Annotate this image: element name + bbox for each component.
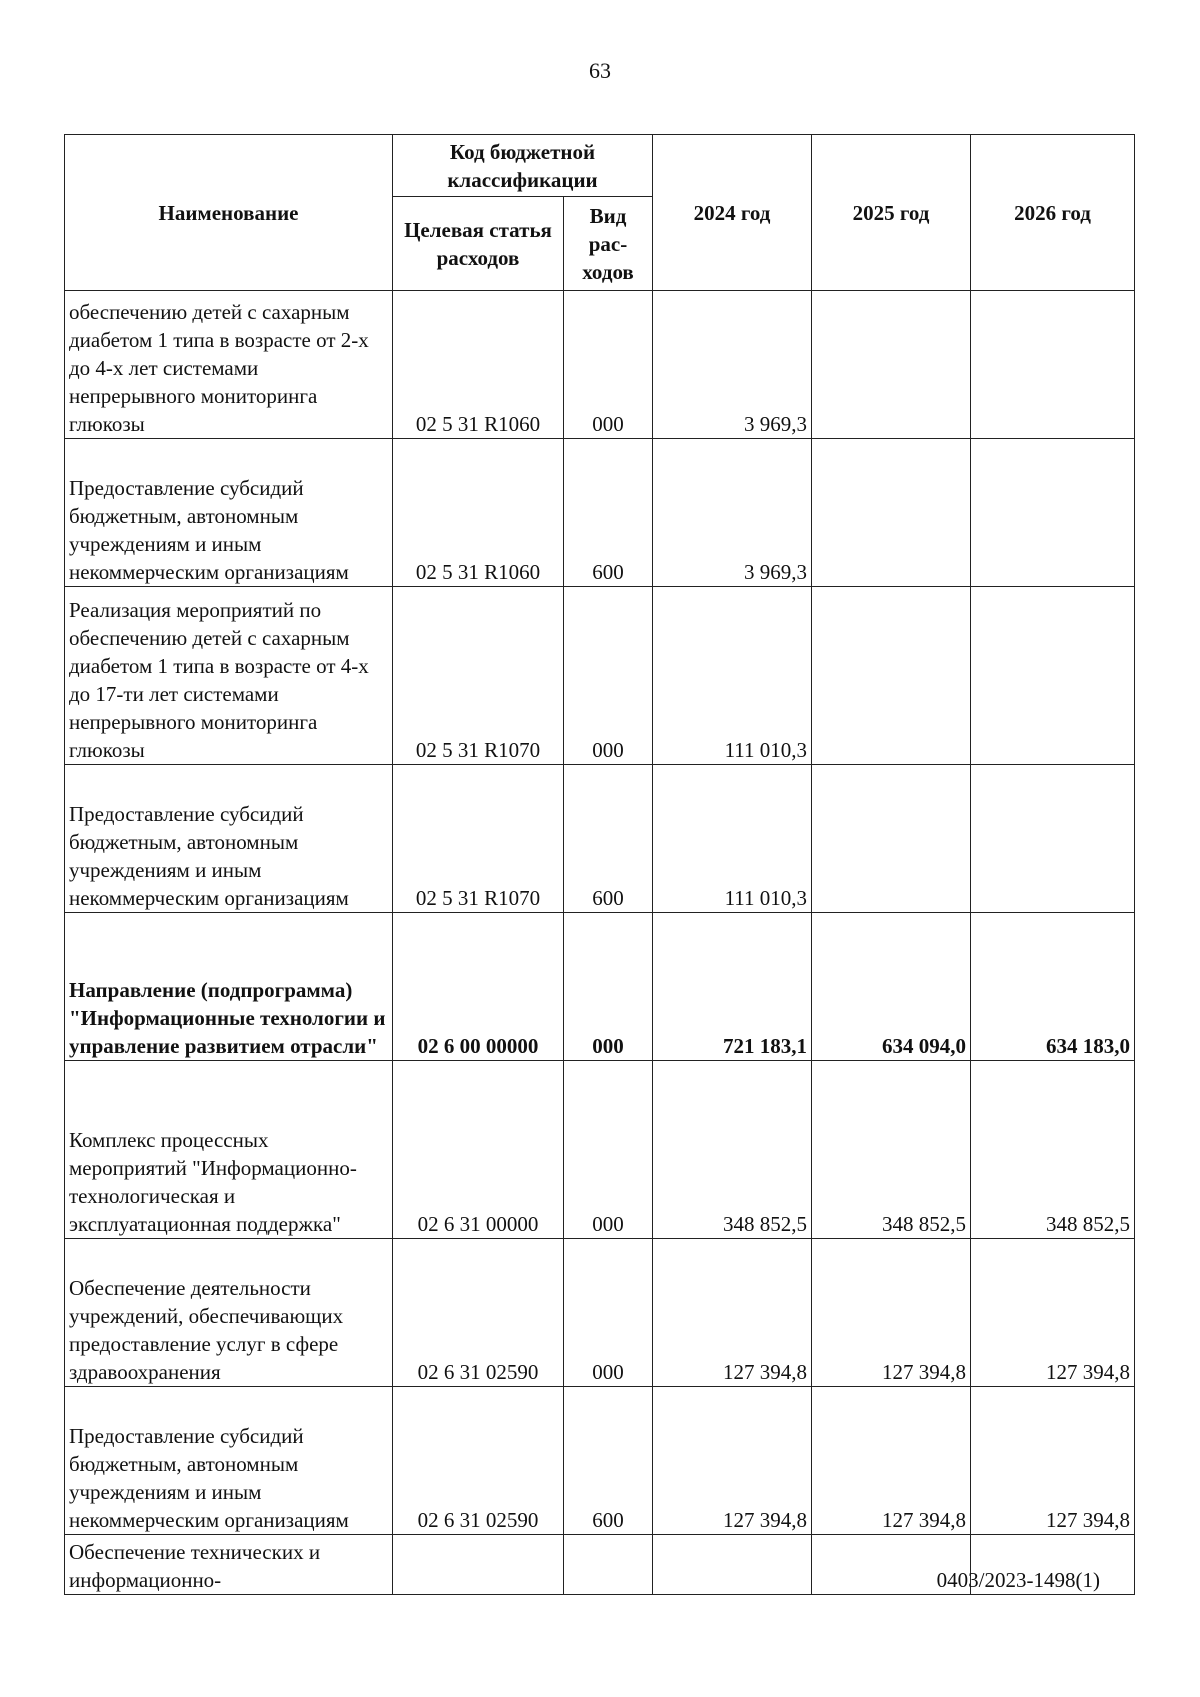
header-name: Наименование <box>65 135 393 291</box>
row-2024-cell: 3 969,3 <box>653 439 812 587</box>
row-name-cell: Реализация мероприятий по обеспечению детей с сахарным диабетом 1 типа в возрасте от 4-х до 17-ти лет системами непрерывного мониторинга глюкозы <box>65 587 393 765</box>
row-2024-cell: 111 010,3 <box>653 587 812 765</box>
table-row <box>65 291 1135 439</box>
row-2025-cell <box>812 765 971 913</box>
header-year-2024: 2024 год <box>653 135 812 291</box>
header-year-2026: 2026 год <box>971 135 1135 291</box>
row-kind-cell: 000 <box>564 1061 653 1239</box>
row-2025-cell <box>812 291 971 439</box>
header-year-2025: 2025 год <box>812 135 971 291</box>
row-2024-cell <box>653 1535 812 1595</box>
budget-table <box>64 134 1135 1595</box>
row-2024-cell: 3 969,3 <box>653 291 812 439</box>
row-target-cell: 02 5 31 R1060 <box>393 439 564 587</box>
row-target-cell <box>393 1535 564 1595</box>
row-name-cell: Направление (подпрограмма) "Информационные технологии и управление развитием отрасли" <box>65 913 393 1061</box>
table-row <box>65 1061 1135 1239</box>
row-name-cell: Обеспечение деятельности учреждений, обеспечивающих предоставление услуг в сфере здравоохранения <box>65 1239 393 1387</box>
row-name-cell: Предоставление субсидий бюджетным, автономным учреждениям и иным некоммерческим организациям <box>65 439 393 587</box>
row-2025-cell: 127 394,8 <box>812 1387 971 1535</box>
row-2026-cell: 127 394,8 <box>971 1239 1135 1387</box>
row-name-cell: Предоставление субсидий бюджетным, автономным учреждениям и иным некоммерческим организациям <box>65 765 393 913</box>
table-body <box>65 291 1135 1595</box>
row-2026-cell <box>971 765 1135 913</box>
row-2026-cell <box>971 587 1135 765</box>
table-row <box>65 439 1135 587</box>
row-target-cell: 02 6 31 02590 <box>393 1387 564 1535</box>
table-row <box>65 587 1135 765</box>
header-target-article: Целевая статья расходов <box>393 197 564 291</box>
row-target-cell: 02 5 31 R1070 <box>393 765 564 913</box>
row-name-cell: обеспечению детей с сахарным диабетом 1 типа в возрасте от 2-х до 4-х лет системами непрерывного мониторинга глюкозы <box>65 291 393 439</box>
row-2025-cell <box>812 587 971 765</box>
row-kind-cell: 600 <box>564 765 653 913</box>
row-2024-cell: 127 394,8 <box>653 1239 812 1387</box>
row-2026-cell: 348 852,5 <box>971 1061 1135 1239</box>
row-2025-cell: 127 394,8 <box>812 1239 971 1387</box>
row-kind-cell <box>564 1535 653 1595</box>
table-row <box>65 913 1135 1061</box>
row-2024-cell: 721 183,1 <box>653 913 812 1061</box>
row-name-cell: Комплекс процессных мероприятий "Информационно-технологическая и эксплуатационная поддержка" <box>65 1061 393 1239</box>
row-2026-cell: 634 183,0 <box>971 913 1135 1061</box>
document-number: 0403/2023-1498(1) <box>936 1568 1100 1592</box>
row-target-cell: 02 6 31 00000 <box>393 1061 564 1239</box>
row-target-cell: 02 6 31 02590 <box>393 1239 564 1387</box>
row-target-cell: 02 6 00 00000 <box>393 913 564 1061</box>
row-2025-cell: 348 852,5 <box>812 1061 971 1239</box>
row-2026-cell: 127 394,8 <box>971 1387 1135 1535</box>
row-name-cell: Обеспечение технических и информационно- <box>65 1535 393 1595</box>
row-2024-cell: 348 852,5 <box>653 1061 812 1239</box>
row-2025-cell <box>812 439 971 587</box>
row-2024-cell: 127 394,8 <box>653 1387 812 1535</box>
row-2026-cell <box>971 291 1135 439</box>
table-row <box>65 765 1135 913</box>
table-header <box>65 135 1135 291</box>
row-target-cell: 02 5 31 R1060 <box>393 291 564 439</box>
row-2026-cell <box>971 439 1135 587</box>
row-kind-cell: 000 <box>564 587 653 765</box>
table-row <box>65 1387 1135 1535</box>
row-2025-cell: 634 094,0 <box>812 913 971 1061</box>
row-kind-cell: 000 <box>564 1239 653 1387</box>
row-kind-cell: 000 <box>564 913 653 1061</box>
page-number: 63 <box>589 58 611 83</box>
table-row <box>65 1239 1135 1387</box>
row-target-cell: 02 5 31 R1070 <box>393 587 564 765</box>
row-2024-cell: 111 010,3 <box>653 765 812 913</box>
row-kind-cell: 600 <box>564 439 653 587</box>
row-kind-cell: 000 <box>564 291 653 439</box>
header-code-group: Код бюджетной классификации <box>393 135 653 197</box>
row-kind-cell: 600 <box>564 1387 653 1535</box>
header-expense-kind: Вид рас- ходов <box>564 197 653 291</box>
row-name-cell: Предоставление субсидий бюджетным, автономным учреждениям и иным некоммерческим организациям <box>65 1387 393 1535</box>
